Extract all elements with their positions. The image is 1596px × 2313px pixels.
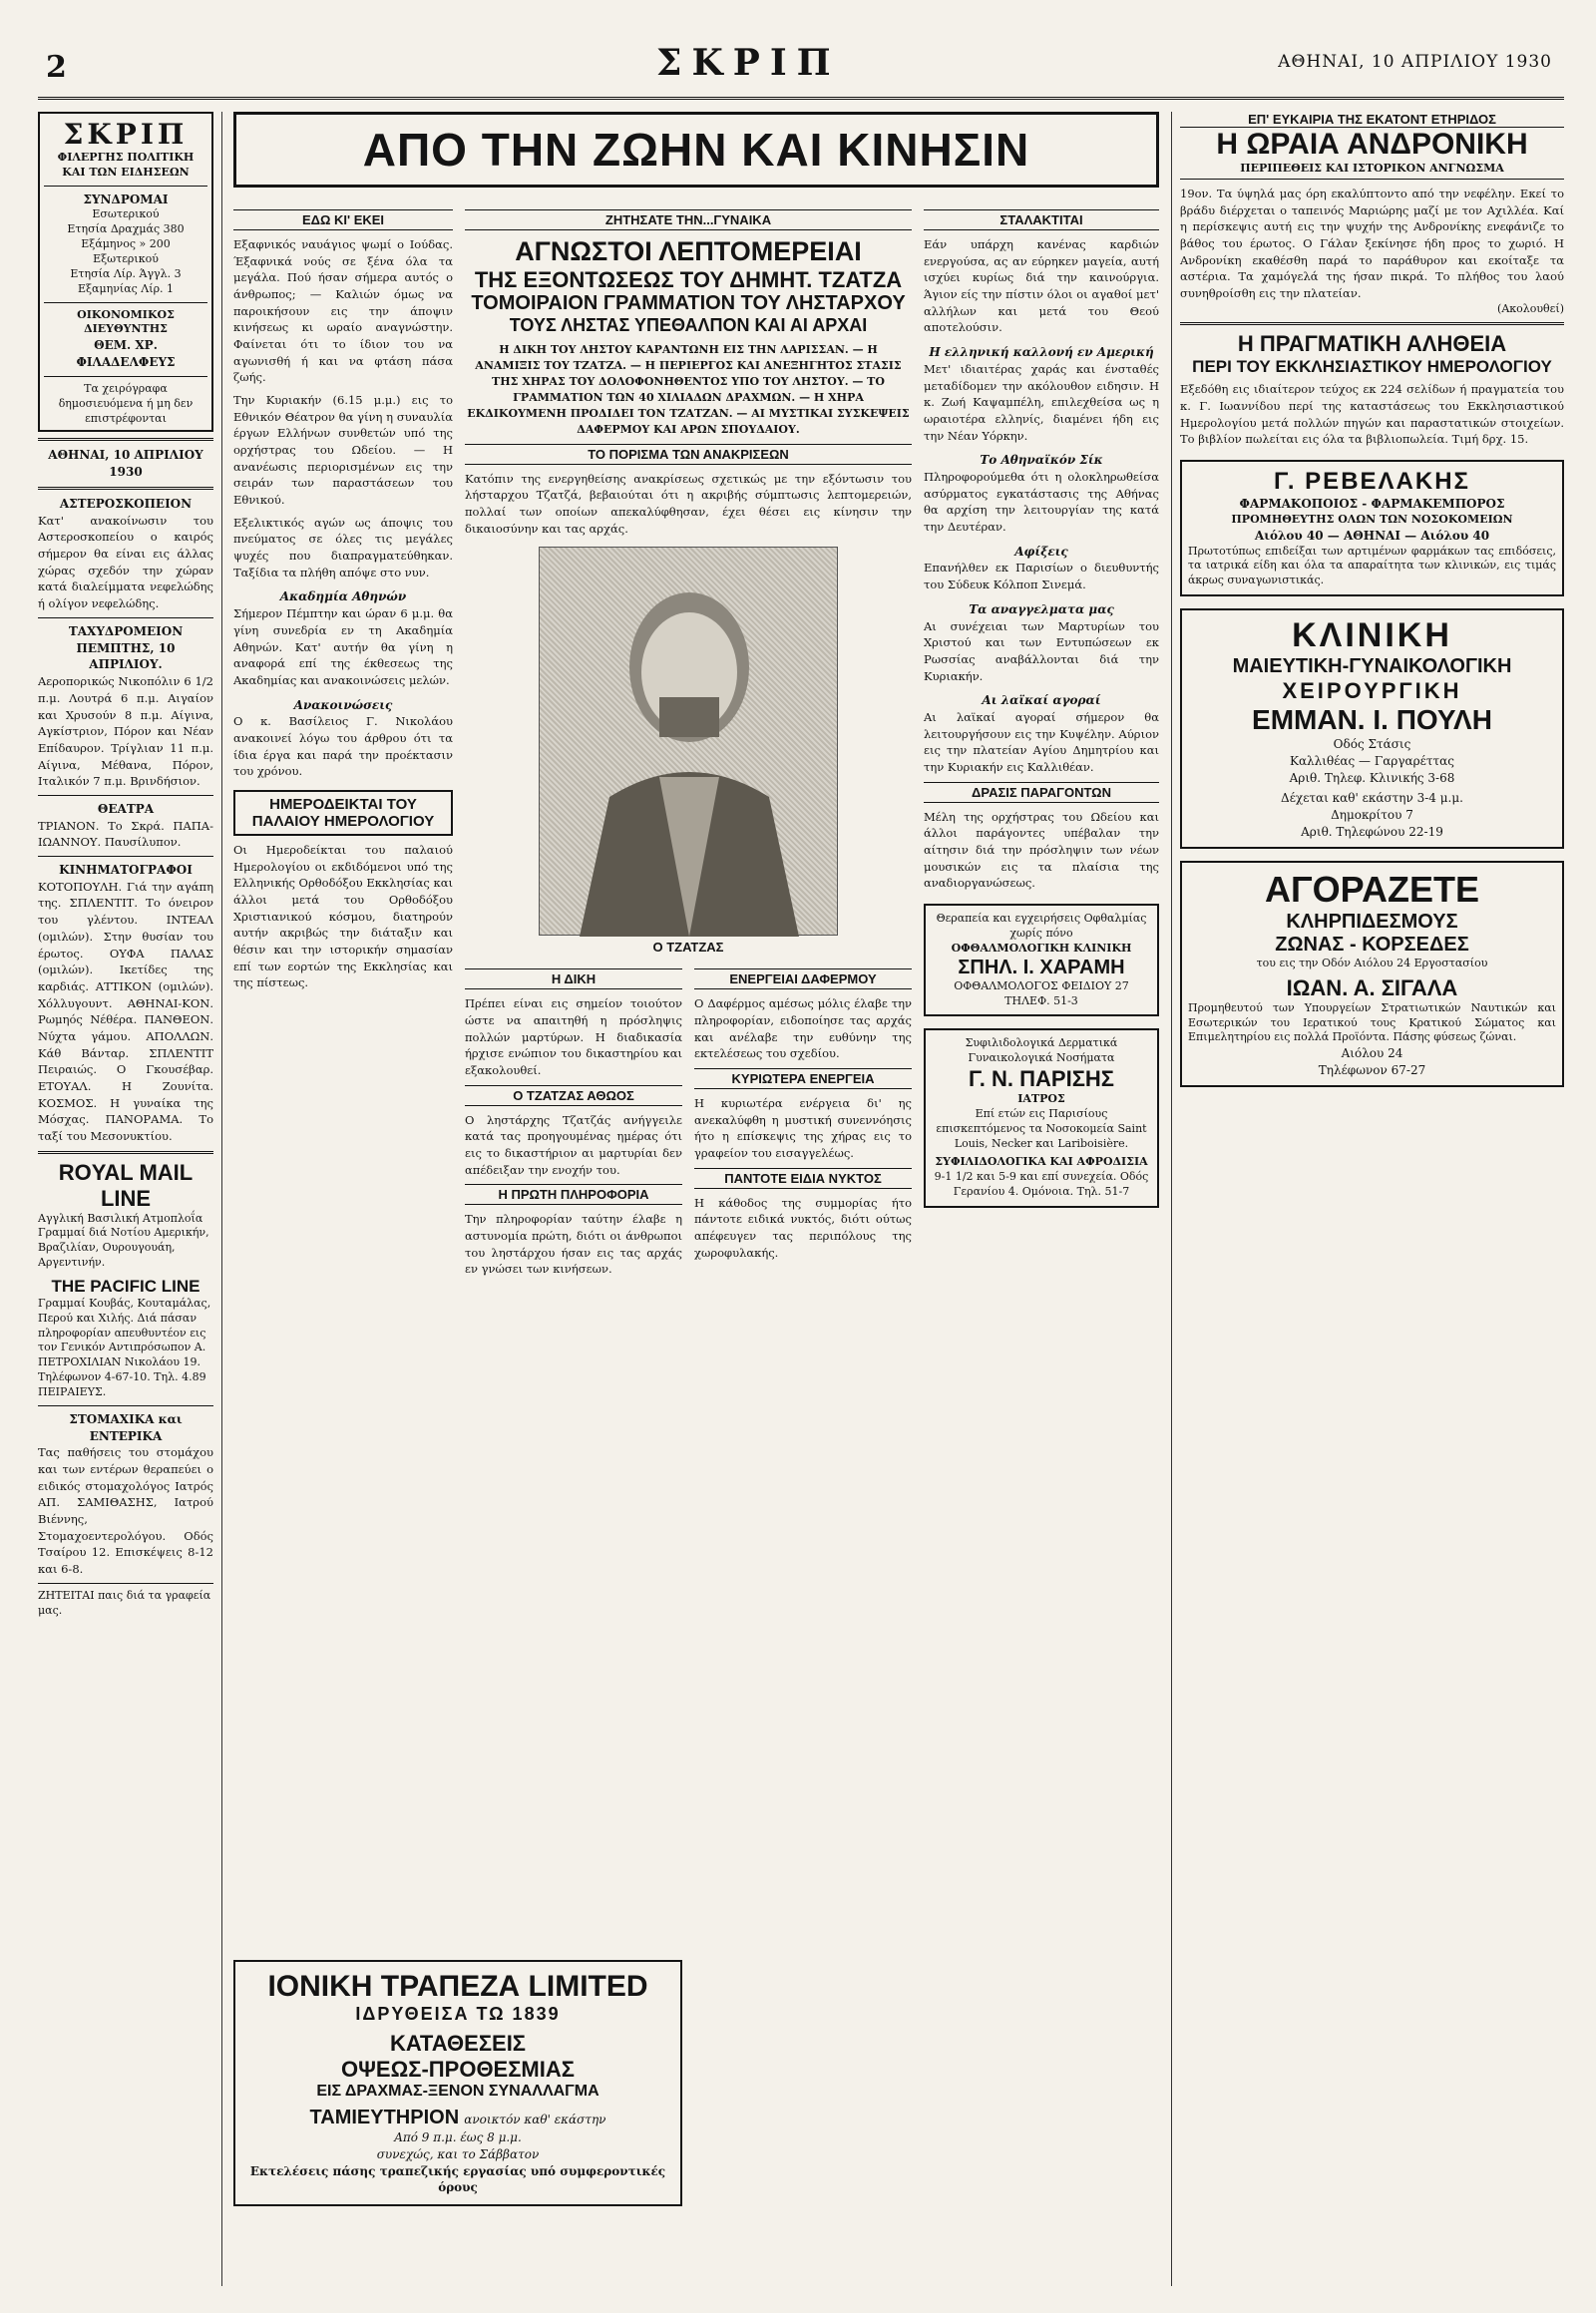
clinic-ad [1180, 608, 1564, 849]
section-here-and-there: ΕΔΩ ΚΙ' ΕΚΕΙ [233, 209, 453, 230]
concert-text: Την Κυριακήν (6.15 μ.μ.) εις το Εθνικόν Θέατρον θα γίνη η συναυλία έργων Ελλήνων συνθετών υπό της ορχήστρας του Ωδείου. — Η ανανέωσις περιορισμένων εις την σειράν των παραστάσεων του Εθνικού. [233, 393, 453, 508]
eye-clinic-ad [924, 904, 1159, 1016]
calendar-text: Οι Ημεροδείκται του παλαιού Ημερολογίου οι εκδιδόμενοι υπό της Ελληνικής Ορθοδόξου Εκκλησίας και άλλοι μετά του Ορθοδόξου Χριστιανικού κόσμου, διατηρούν αυτήν ακριβώς την διάταξιν και θέσιν και την ιστορικήν σημασίαν επί των εορτών της Εκκλησίας και της πίστεως. [233, 843, 453, 990]
headline-2: ΤΗΣ ΕΞΟΝΤΩΣΕΩΣ ΤΟΥ ΔΗΜΗΤ. ΤΖΑΤΖΑ [474, 267, 903, 293]
trial-heading: Η ΔΙΚΗ [465, 968, 682, 989]
pacific-text: Γραμμαί Κουβάς, Κουταμάλας, Περού και Χιλής. Διά πάσαν πληροφορίαν απευθυντέον εις τον Γενικόν Αντιπρόσωπον Α. ΠΕΤΡΟΧΙΛΙΑΝ Νικολάου 19. Τηλέφωνον 4-67-10. Τηλ. 4.89 ΠΕΙΡΑΙΕΥΣ. [38, 1296, 211, 1398]
observatory-heading: ΑΣΤΕΡΟΣΚΟΠΕΙΟΝ [59, 496, 193, 511]
dafermos-heading: ΕΝΕΡΓΕΙΑΙ ΔΑΦΕΡΜΟΥ [694, 968, 912, 989]
calendar-heading: ΗΜΕΡΟΔΕΙΚΤΑΙ ΤΟΥ ΠΑΛΑΙΟΥ ΗΜΕΡΟΛΟΓΙΟΥ [251, 796, 435, 831]
headline-4: ΤΟΥΣ ΛΗΣΤΑΣ ΥΠΕΘΑΛΠΟΝ ΚΑΙ ΑΙ ΑΡΧΑΙ [509, 315, 868, 336]
logo-box [38, 112, 213, 432]
clinic-doctor: ΕΜΜΑΝ. Ι. ΠΟΥΛΗ [1252, 704, 1492, 736]
serial-title: Η ΩΡΑΙΑ ΑΝΔΡΟΝΙΚΗ [1216, 128, 1528, 161]
stomach-heading: ΣΤΟΜΑΧΙΚΑ και ΕΝΤΕΡΙΚΑ [69, 1411, 183, 1443]
acquitted-heading: Ο ΤΖΑΤΖΑΣ ΑΘΩΟΣ [465, 1085, 682, 1106]
newspaper-page [38, 40, 1564, 2294]
sigala-phone: Τηλέφωνον 67-27 [1318, 1063, 1426, 1077]
revelakis-name: Γ. ΡΕΒΕΛΑΚΗΣ [1274, 468, 1470, 496]
headline-3: ΤΟΜΟΙΡΑΙΟΝ ΓΡΑΜΜΑΤΙΟΝ ΤΟΥ ΛΗΣΤΑΡΧΟΥ [471, 292, 906, 315]
paris-hours: 9-1 1/2 και 5-9 και επί συνεχεία. Οδός Γερανίου 4. Ομόνοια. Τηλ. 51-7 [934, 1170, 1149, 1199]
night-text: Η κάθοδος της συμμορίας ήτο πάντοτε ειδικά νυκτός, διότι ούτως απέφευγεν τας περιπόλους της χωροφυλακής. [694, 1195, 912, 1260]
bank-savings: ΤΑΜΙΕΥΤΗΡΙΟΝ [309, 2107, 460, 2128]
headline-1: ΑΓΝΩΣΤΟΙ ΛΕΠΤΟΜΕΡΕΙΑΙ [515, 236, 862, 266]
section-banner: ΑΠΟ ΤΗΝ ΖΩΗΝ ΚΑΙ ΚΙΝΗΣΙΝ [233, 112, 1159, 188]
left-column [38, 112, 222, 2286]
domestic-label: Εσωτερικού [92, 207, 160, 221]
sigala-text: Προμηθευτού των Υπουργείων Στρατιωτικών Ναυτικών και Εσωτερικών του Ιερατικού τους Κρατικού Σώματος και Επιμελητηρίου εις πολλά Προϊόντα. Πάσης φύσεως ζώναι. [1188, 1000, 1556, 1044]
subscriptions-heading: ΣΥΝΔΡΟΜΑΙ [83, 192, 169, 206]
right-column [1171, 112, 1564, 2286]
night-heading: ΠΑΝΤΟΤΕ ΕΙΔΙΑ ΝΥΚΤΟΣ [694, 1168, 912, 1189]
bank-services: Εκτελέσεις πάσης τραπεζικής εργασίας υπό συμφεροντικές όρους [249, 2163, 666, 2195]
trial-text: Πρέπει είναι εις σημείον τοιούτον ώστε να απαιτηθή η πρόσληψις πολλών μαρτύρων. Η διαδικασία ήρχισε ενώπιον του δικαστηρίου και εξακολουθεί. [465, 996, 682, 1078]
clinic-hours: Δέχεται καθ' εκάστην 3-4 μ.μ. [1281, 791, 1463, 806]
markets-text: Αι λαϊκαί αγοραί σήμερον θα λειτουργήσουν εις την Κυψέλην. Αύριον εις την πλατείαν Αγίου Δημητρίου και την Κυριακήν εις Καλλιθέαν. [924, 710, 1159, 775]
stomach-text: Τας παθήσεις του στομάχου και των εντέρων θεραπεύει ο ειδικός στομαχολόγος Ιατρός ΑΠ. ΣΑΜΙΘΑΣΗΣ, Ιατρού Βιέννης, Στομαχοεντερολόγου. Οδός Τσαίρου 12. Επισκέψεις 8-12 και 6-8. [38, 1445, 213, 1577]
acquitted-text: Ο ληστάρχης Τζατζάς ανήγγειλε κατά τας προηγουμένας ημέρας ότι εις το δικαστήριον αι μαρτυρίαι δεν απέδειξαν την ενοχήν του. [465, 1112, 682, 1177]
findings-text: Κατόπιν της ενεργηθείσης ανακρίσεως σχετικώς με την εξόντωσιν του λήσταρχου Τζατζά, βεβαιούται ότι η ακριβής σύμπτωσις λεπτομερειών, πολλαί των οποίων απεκαλύφθησαν, έχει θέσει εις κίνησιν την δικαιοσύνην και τας αρχάς. [465, 471, 912, 536]
subcolumn-c [924, 203, 1159, 1208]
stalactites-text: Εάν υπάρχη κανένας καρδιών ενεργούσα, ας αν εύρηκεν μαγεία, αυτή ισχύει κυρίως διά την καινούργια. Άγιον είς την πίστιν όλοι οι αγαθοί μετ' αλλήλων και μετά του Θεού αποτελούσιν. [924, 237, 1159, 335]
sigala-ad [1180, 861, 1564, 1087]
here-there-text: Εξαφνικός ναυάγιος ψωμί ο Ιούδας. Έξαφνικά νούς σε ξένα όλα τα μεγάλα. Πού ήσαν σήμερα αυτός ο άνθρωπος; — Καλιών όμως να παροικήσουν εις την άποψιν κινήσεως κι ωραίο αναγνώστην. Φαίνεται ότι το ίδιον του να αγωνισθή ή και να φτάση πάσα ζωής. [233, 237, 453, 385]
revelakis-ad [1180, 460, 1564, 596]
cinemas-text: ΚΟΤΟΠΟΥΛΗ. Γιά την αγάπη της. ΣΠΛΕΝΤΙΤ. Το όνειρον του γλέντου. ΙΝΤΕΑΛ (ομιλών). Στην θυσίαν του έρωτος. ΟΥΦΑ ΠΑΛΑΣ (ομιλών). Ικετίδες της καρδιάς. ΑΤΤΙΚΟΝ (ομιλών). Χόλλυγουντ. ΑΘΗΝΑΙ-ΚΟΝ. Ρωμηός Νέθέρα. ΠΑΝΘΕΟΝ. Νύχτα γάμου. ΑΠΟΛΛΩΝ. Κάθ Βάνταρ. ΣΠΛΕΝΤΙΤ Πειραιώς. Ο Γκουσέβαρ. ΕΤΟΥΑΛ. Η Ζουνίτα. ΚΟΣΜΟΣ. Η γυναίκα της Μόσχας. ΠΑΝΟΡΑΜΑ. Το ταξί του Μεσονυκτίου. [38, 879, 213, 1143]
paris-specialty: Συφιλιδολογικά Δερματικά Γυναικολογικά Νοσήματα [965, 1036, 1118, 1065]
revelakis-text: Πρωτοτύπως επιδείξαι των αρτιμένων φαρμάκων τας επιδόσεις, τα ιατρικά είδη και όλα τα απαραίτητα των κλινικών, εις τιμάς άκρως συναγωνιστικάς. [1188, 544, 1556, 587]
serial-kicker: ΕΠ' ΕΥΚΑΙΡΙΑ ΤΗΣ ΕΚΑΤΟΝΤ ΕΤΗΡΙΔΟΣ [1180, 112, 1564, 128]
academy-text: Σήμερον Πέμπτην και ώραν 6 μ.μ. θα γίνη συνεδρία εν τη Ακαδημία Αθηνών. Κατ' αυτήν θα γίνη η αναφορά επί της έκθεσεως της Ακαδημίας και ανακοινώσεις μελών. [233, 606, 453, 687]
theatres-heading: ΘΕΑΤΡΑ [97, 801, 155, 816]
eye-clinic-name: ΣΠΗΛ. Ι. ΧΑΡΑΜΗ [958, 956, 1125, 978]
serial-text: 19ον. Τα ύψηλά μας όρη εκαλύπτοντο από την νεφέλην. Εκεί το βράδυ διέρχεται ο ταπεινός Μαριώρης μαζί με τον Αχιλλέα. Καί η περίσκεψις αυτή εις την ψυχήν της Ανδρονίκης ενεφάνιζε το βάθος του έρωτος. Ο Γάλαν ξεκίνησε ήδη προς το χωριό. Η Ανδρονίκη εκαθέσθη παρά το παράθυρον και εκοίταξε τα αστέρια. Τα χαμόγελά της ήσαν πικρά. Το πλήθος του λαού συνηθροίσθη εις την πλατείαν. [1180, 186, 1564, 300]
buy-heading: ΑΓΟΡΑΖΕΤΕ [1265, 868, 1479, 910]
clinic-specialty-2: ΧΕΙΡΟΥΡΓΙΚΗ [1282, 678, 1462, 704]
garter-heading: ΚΛΗΡΠΙΔΕΣΜΟΥΣ [1286, 910, 1458, 933]
paper-name: ΣΚΡΙΠ [656, 42, 841, 84]
subcolumn-b [465, 203, 912, 1277]
eye-clinic-address: ΟΦΘΑΛΜΟΛΟΓΟΣ ΦΕΙΔΙΟΥ 27 ΤΗΛΕΦ. 51-3 [954, 978, 1129, 1007]
bank-founded: ΙΔΡΥΘΕΙΣΑ ΤΩ 1839 [355, 2004, 561, 2024]
main-action-text: Η κυριωτέρα ενέργεια δι' ης ανεκαλύφθη η μυστική συνεννόησις ήτο η επίσκεψις της χήρας εις το γραφείον του εισαγγελέως. [694, 1096, 912, 1161]
story-lead: Η ΔΙΚΗ ΤΟΥ ΛΗΣΤΟΥ ΚΑΡΑΝΤΩΝΗ ΕΙΣ ΤΗΝ ΛΑΡΙΣΣΑΝ. — Η ΑΝΑΜΙΞΙΣ ΤΟΥ ΤΖΑΤΖΑ. — Η ΠΕΡΙΕΡΓΟΣ ΚΑΙ ΑΝΕΞΗΓΗΤΟΣ ΣΤΑΣΙΣ ΤΗΣ ΧΗΡΑΣ ΤΟΥ ΔΟΛΟΦΟΝΗΘΕΝΤΟΣ ΥΠΟ ΤΟΥ ΛΗΣΤΟΥ. — ΤΟ ΓΡΑΜΜΑΤΙΟΝ ΤΩΝ 40 ΧΙΛΙΑΔΩΝ ΔΡΑΧΜΩΝ. — Η ΧΗΡΑ ΕΚΔΙΚΟΥΜΕΝΗ ΠΡΟΔΙΔΕΙ ΤΟΝ ΤΖΑΤΖΑΝ. — ΑΙ ΜΥΣΤΙΚΑΙ ΣΥΣΚΕΨΕΙΣ ΔΑΦΕΡΜΟΥ ΚΑΙ ΑΡΩΝ ΣΠΟΥΔΑΙΟΥ. [467, 343, 910, 436]
revelakis-profession: ΦΑΡΜΑΚΟΠΟΙΟΣ - ΦΑΡΜΑΚΕΜΠΟΡΟΣ [1239, 497, 1505, 512]
foreign-label: Εξωτερικού [93, 252, 159, 266]
revelakis-supplier: ΠΡΟΜΗΘΕΥΤΗΣ ΟΛΩΝ ΤΩΝ ΝΟΣΟΚΟΜΕΙΩΝ [1231, 512, 1513, 526]
logo-subtitle: ΦΙΛΕΡΓΗΣ ΠΟΛΙΤΙΚΗ [57, 151, 195, 164]
bank-hours-2: συνεχώς, και το Σάββατον [376, 2146, 540, 2161]
truth-text: Εξεδόθη εις ιδιαίτερον τεύχος εκ 224 σελίδων ή πραγματεία του κ. Γ. Ιωαννίδου περί της καταστάσεως του Εκκλησιαστικού Ημερολογίου μετά πολλών πηγών και παραστατικών στοιχείων. Το βιβλίον πωλείται εις όλα τα βιβλιοπωλεία. Τιμή δρχ. 15. [1180, 382, 1564, 447]
clinic-address-3: Δημοκρίτου 7 [1331, 808, 1413, 823]
dateline: ΑΘΗΝΑΙ, 10 ΑΠΡΙΛΙΟΥ 1930 [1278, 52, 1552, 72]
notices-text: Αι συνέχειαι των Μαρτυρίων του Χριστού και των Εντυπώσεων εκ Ρωσσίας αναβάλλονται διά την Κυριακήν. [924, 618, 1159, 683]
athens-chic-heading: Το Αθηναϊκόν Σίκ [980, 453, 1103, 468]
main-action-heading: ΚΥΡΙΩΤΕΡΑ ΕΝΕΡΓΕΙΑ [694, 1068, 912, 1089]
evolution-text: Εξελικτικός αγών ως άποψις του πνεύματος σε όλες τις μεγάλες ψυχές που διαπραγματεύθηκαν. Ταξίδια τα πλήθη απόψε στο νυν. [233, 515, 453, 579]
director-label: ΟΙΚΟΝΟΜΙΚΟΣ ΔΙΕΥΘΥΝΤΗΣ [77, 307, 175, 336]
beauty-text: Μετ' ιδιαιτέρας χαράς και ένσταθές μεταδίδομεν την ακόλουθον ειδησιν. Η κ. Ζωή Καψαμπέλη, επιλεχθείσα ως η ωραιοτέρα ελληνίς, διαμένει ήδη εις την Νέαν Υόρκην. [924, 361, 1159, 443]
director-name: ΘΕΜ. ΧΡ. ΦΙΛΑΔΕΛΦΕΥΣ [76, 338, 176, 370]
rate-foreign-semi: Εξαμηνίας Λίρ. 1 [77, 281, 175, 295]
paris-title: ΙΑΤΡΟΣ [1017, 1092, 1065, 1106]
page-number: 2 [46, 50, 67, 85]
beauty-heading: Η ελληνική καλλονή εν Αμερική [929, 345, 1154, 360]
royal-mail-heading: ROYAL MAIL LINE [58, 1159, 194, 1211]
announcements-heading: Ανακοινώσεις [293, 697, 393, 712]
clinic-address-1: Οδός Στάσις [1333, 737, 1411, 752]
serial-continued: (Ακολουθεί) [1497, 301, 1564, 315]
truth-heading: Η ΠΡΑΓΜΑΤΙΚΗ ΑΛΗΘΕΙΑ [1237, 331, 1507, 357]
notices-heading: Τα αναγγελματα μας [969, 601, 1114, 616]
revelakis-address: Αιόλου 40 — ΑΘΗΝΑΙ — Αιόλου 40 [1254, 528, 1490, 543]
corset-heading: ΖΩΝΑΣ - ΚΟΡΣΕΔΕΣ [1275, 933, 1469, 956]
bank-foreign: ΕΙΣ ΔΡΑΧΜΑΣ-ΞΕΝΟΝ ΣΥΝΑΛΛΑΓΜΑ [316, 2083, 599, 2100]
observatory-text: Κατ' ανακοίνωσιν του Αστεροσκοπείου ο καιρός σήμερον θα είναι εις άλλας χώρας σχεδόν την χώραν κατά διαλείμματα νεφελώδης ή ολίγον νεφελώδης. [38, 513, 213, 611]
arrivals-heading: Αφίξεις [1014, 544, 1068, 559]
royal-mail-text: Αγγλική Βασιλική Ατμοπλοΐα [38, 1211, 203, 1225]
logo-subtitle-2: ΚΑΙ ΤΩΝ ΕΙΔΗΣΕΩΝ [62, 165, 190, 179]
paris-doctor-ad [924, 1028, 1159, 1208]
academy-heading: Ακαδημία Αθηνών [279, 589, 407, 604]
bank-name: ΙΟΝΙΚΗ ΤΡΑΠΕΖΑ LIMITED [267, 1970, 648, 2003]
theatres-text: ΤΡΙΑΝΟΝ. Το Σκρά. ΠΑΠΑ-ΙΩΑΝΝΟΥ. Παυσίλυπον. [38, 818, 213, 850]
factors-text: Μέλη της ορχήστρας του Ωδείου και άλλοι παράγοντες υπέβαλαν την αίτησιν διά την πρόσληψιν των νέων μουσικών εις τα πλαίσια της αναδιοργανώσεως. [924, 809, 1159, 891]
bank-savings-sub: ανοικτόν καθ' εκάστην [464, 2113, 606, 2126]
paris-text: Επί ετών εις Παρισίους επισκεπτόμενος τα Νοσοκομεία Saint Louis, Necker και Lariboisière. [936, 1106, 1147, 1150]
dafermos-text: Ο Δαφέρμος αμέσως μόλις έλαβε την πληροφορίαν, ειδοποίησε τας αρχάς και ανέλαβε την ευθύνην της εκτελέσεως του σχεδίου. [694, 996, 912, 1061]
clinic-specialty: ΜΑΙΕΥΤΙΚΗ-ΓΥΝΑΙΚΟΛΟΓΙΚΗ [1232, 655, 1512, 678]
truth-subheading: ΠΕΡΙ ΤΟΥ ΕΚΚΛΗΣΙΑΣΤΙΚΟΥ ΗΜΕΡΟΛΟΓΙΟΥ [1192, 357, 1552, 377]
ionic-bank-ad [233, 1960, 682, 2206]
markets-heading: Αι λαϊκαί αγοραί [982, 693, 1101, 708]
paris-specialty-2: ΣΥΦΙΛΙΔΟΛΟΓΙΚΑ ΚΑΙ ΑΦΡΟΔΙΣΙΑ [935, 1155, 1148, 1169]
cinemas-heading: ΚΙΝΗΜΑΤΟΓΡΑΦΟΙ [59, 863, 193, 878]
issue-date: ΑΘΗΝΑΙ, 10 ΑΠΡΙΛΙΟΥ 1930 [48, 448, 203, 480]
royal-mail-sub: Γραμμαί διά Νοτίου Αμερικήν, Βραζιλίαν, Ουρουγουάη, Αργεντινήν. [38, 1226, 209, 1270]
bank-hours: Από 9 π.μ. έως 8 μ.μ. [394, 2130, 522, 2144]
rate-semi: Εξάμηνος » 200 [81, 237, 171, 251]
clinic-phone-2: Αριθ. Τηλεφώνου 22-19 [1301, 825, 1443, 840]
post-date: ΠΕΜΠΤΗΣ, 10 ΑΠΡΙΛΙΟΥ. [76, 640, 176, 672]
factors-heading: ΔΡΑΣΙΣ ΠΑΡΑΓΟΝΤΩΝ [924, 782, 1159, 803]
masthead [38, 40, 1564, 100]
stalactites-heading: ΣΤΑΛΑΚΤΙΤΑΙ [924, 209, 1159, 230]
arrivals-text: Επανήλθεν εκ Παρισίων ο διευθυντής του Σύδευκ Κόλποπ Σινεμά. [924, 561, 1159, 592]
portrait-photo [539, 547, 838, 936]
paris-name: Γ. Ν. ΠΑΡΙΣΗΣ [969, 1066, 1114, 1092]
serial-subtitle: ΠΕΡΙΠΕΘΕΙΣ ΚΑΙ ΙΣΤΟΡΙΚΟΝ ΑΝΓΝΩΣΜΑ [1180, 162, 1564, 180]
rate-foreign-annual: Ετησία Λίρ. Άγγλ. 3 [70, 266, 182, 280]
announcements-text: Ο κ. Βασίλειος Γ. Νικολάου ανακοινεί λόγω του άρθρου ότι τα ίδια έργα και παρά την προέκτασιν του χρόνου. [233, 714, 453, 779]
sigala-address: Αιόλου 24 [1341, 1046, 1403, 1061]
post-text: Αεροπορικώς Νικοπόλιν 6 1/2 π.μ. Λουτρά 6 π.μ. Αιγαίον και Χρυσούν 8 π.μ. Αίγινα, Αγκίστριον, Πόρον και Νέαν Επίδαυρον. Τρίγλιαν 11 π.μ. Αίγινα, Μέθανα, Πόρον, Ιταλικόν 7 π.μ. Βρινδήσιον. [38, 674, 213, 789]
rate-annual: Ετησία Δραχμάς 380 [67, 222, 185, 236]
pacific-heading: THE PACIFIC LINE [51, 1276, 200, 1296]
manuscript-note: Τα χειρόγραφα δημοσιευόμενα ή μη δεν επιστρέφονται [58, 381, 194, 425]
factory-line: του εις την Οδόν Αιόλου 24 Εργοστασίου [1256, 956, 1488, 969]
section-seek-woman: ΖΗΤΗΣΑΤΕ ΤΗΝ...ΓΥΝΑΙΚΑ [465, 209, 912, 230]
portrait-caption: Ο ΤΖΑΤΖΑΣ [652, 940, 724, 956]
clinic-address-2: Καλλιθέας — Γαργαρέττας [1289, 753, 1454, 768]
eye-clinic-label: ΟΦΘΑΛΜΟΛΟΓΙΚΗ ΚΛΙΝΙΚΗ [951, 941, 1132, 955]
eye-clinic-line: Θεραπεία και εγχειρήσεις Οφθαλμίας χωρίς πόνο [936, 912, 1147, 940]
bank-deposits: ΚΑΤΑΘΕΣΕΙΣ [389, 2031, 527, 2056]
first-info-heading: Η ΠΡΩΤΗ ΠΛΗΡΟΦΟΡΙΑ [465, 1184, 682, 1205]
first-info-text: Την πληροφορίαν ταύτην έλαβε η αστυνομία πρώτη, διότι οι άνθρωποι του ληστάρχου ήσαν εις τας αρχάς εν γνώσει των κινήσεων. [465, 1212, 682, 1277]
mini-logo: ΣΚΡΙΠ [63, 118, 189, 151]
sigala-name: ΙΩΑΝ. Α. ΣΙΓΑΛΑ [1286, 974, 1458, 1000]
wanted-notice: ΖΗΤΕΙΤΑΙ παις διά τα γραφεία μας. [38, 1588, 211, 1617]
findings-heading: ΤΟ ΠΟΡΙΣΜΑ ΤΩΝ ΑΝΑΚΡΙΣΕΩΝ [465, 444, 912, 465]
subcolumn-a [233, 203, 453, 991]
bank-sight: ΟΨΕΩΣ-ΠΡΟΘΕΣΜΙΑΣ [341, 2057, 575, 2082]
clinic-phone: Αριθ. Τηλεφ. Κλινικής 3-68 [1289, 770, 1455, 785]
athens-chic-text: Πληροφορούμεθα ότι η ολοκληρωθείσα ασύρματος εγκατάστασις της Αθήνας θα αρχίση την λειτουργίαν της κατά την Δευτέραν. [924, 469, 1159, 534]
post-heading: ΤΑΧΥΔΡΟΜΕΙΟΝ [68, 623, 184, 638]
clinic-title: ΚΛΙΝΙΚΗ [1292, 616, 1452, 655]
calendar-box [233, 790, 453, 836]
